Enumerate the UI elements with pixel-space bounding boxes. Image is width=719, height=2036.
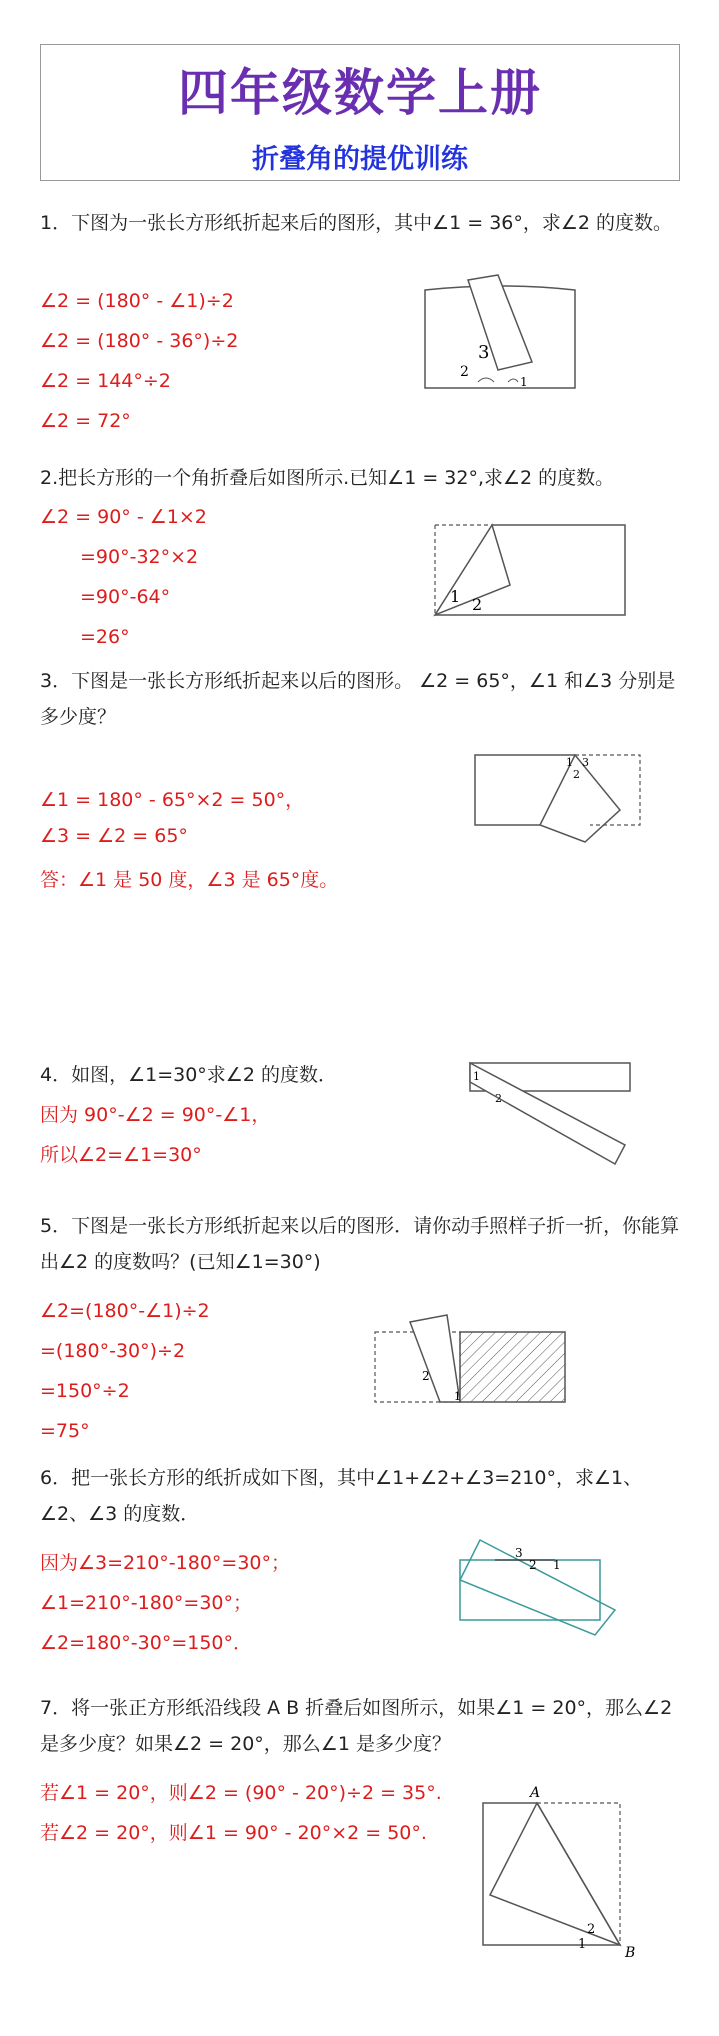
q5-answer-line-3: =150°÷2 <box>40 1380 130 1402</box>
question-7-text: 7．将一张正方形纸沿线段 A B 折叠后如图所示，如果∠1 = 20°，那么∠2 是多少度？如果∠2 = 20°，那么∠1 是多少度？ <box>40 1697 673 1755</box>
q2-label-2: 2 <box>472 595 483 614</box>
question-1-text: 1．下图为一张长方形纸折起来后的图形，其中∠1 = 36°，求∠2 的度数。 <box>40 212 673 234</box>
page-subtitle: 折叠角的提优训练 <box>252 144 468 175</box>
q5-answer-line-1: ∠2=(180°-∠1)÷2 <box>40 1300 210 1322</box>
q1-answer-line-2: ∠2 = (180° - 36°)÷2 <box>40 330 239 352</box>
q7-folded-square-figure <box>475 1785 645 1965</box>
q3-label-3: 3 <box>582 756 589 769</box>
question-3-text: 3．下图是一张长方形纸折起来以后的图形。 ∠2 = 65°，∠1 和∠3 分别是多少度？ <box>40 670 676 728</box>
page-title: 四年级数学上册 <box>178 64 542 122</box>
q7-answer-line-1: 若∠1 = 20°，则∠2 = (90° - 20°)÷2 = 35°. <box>40 1782 442 1804</box>
question-4-text: 4．如图，∠1=30°求∠2 的度数． <box>40 1064 337 1086</box>
q7-answer-line-2: 若∠2 = 20°，则∠1 = 90° - 20°×2 = 50°. <box>40 1822 427 1844</box>
q6-answer-line-1: 因为∠3=210°-180°=30°； <box>40 1552 291 1574</box>
q6-label-1: 1 <box>553 1558 561 1572</box>
q4-label-2: 2 <box>495 1092 502 1105</box>
q6-label-2: 2 <box>529 1558 537 1572</box>
q2-answer-line-2: =90°-32°×2 <box>80 546 199 568</box>
title-box <box>40 44 680 181</box>
q1-answer-line-4: ∠2 = 72° <box>40 410 131 432</box>
q1-answer-line-1: ∠2 = (180° - ∠1)÷2 <box>40 290 234 312</box>
q3-answer-line-1: ∠1 = 180° - 65°×2 = 50°， <box>40 789 305 811</box>
q1-label-3: 3 <box>478 342 490 363</box>
q5-label-2: 2 <box>422 1369 430 1383</box>
q3-label-2: 2 <box>573 768 580 781</box>
q4-label-1: 1 <box>473 1070 480 1083</box>
q5-folded-paper-figure <box>370 1310 570 1420</box>
q2-answer-line-4: =26° <box>80 626 130 648</box>
q1-label-1: 1 <box>520 375 528 389</box>
q3-answer-line-2: ∠3 = ∠2 = 65° <box>40 825 188 847</box>
q3-answer-line-3: 答：∠1 是 50 度，∠3 是 65°度。 <box>40 869 339 891</box>
question-5-text: 5．下图是一张长方形纸折起来以后的图形．请你动手照样子折一折，你能算出∠2 的度数吗？(已知∠1=30°) <box>40 1215 680 1273</box>
q3-label-1: 1 <box>566 756 573 769</box>
q7-label-B: B <box>625 1945 636 1961</box>
q7-label-1: 1 <box>578 1937 587 1952</box>
q1-folded-paper-figure <box>420 270 580 400</box>
q5-answer-line-2: =(180°-30°)÷2 <box>40 1340 186 1362</box>
q6-folded-paper-figure <box>455 1535 635 1640</box>
question-6-text: 6．把一张长方形的纸折成如下图，其中∠1+∠2+∠3=210°，求∠1、∠2、∠3 的度数． <box>40 1467 643 1525</box>
q5-label-1: 1 <box>454 1390 461 1403</box>
q2-answer-line-1: ∠2 = 90° - ∠1×2 <box>40 506 207 528</box>
q2-folded-corner-figure <box>430 520 630 620</box>
q4-answer-line-2: 所以∠2=∠1=30° <box>40 1144 202 1166</box>
q7-label-A: A <box>530 1785 541 1801</box>
question-2-text: 2.把长方形的一个角折叠后如图所示.已知∠1 = 32°,求∠2 的度数。 <box>40 467 615 489</box>
q1-label-2: 2 <box>460 364 469 380</box>
q2-label-1: 1 <box>450 587 461 606</box>
q7-label-2: 2 <box>587 1922 596 1937</box>
q5-answer-line-4: =75° <box>40 1420 90 1442</box>
q1-answer-line-3: ∠2 = 144°÷2 <box>40 370 171 392</box>
q6-answer-line-2: ∠1=210°-180°=30°； <box>40 1592 253 1614</box>
q6-label-3: 3 <box>515 1546 523 1560</box>
q4-folded-strip-figure <box>465 1060 635 1170</box>
q2-answer-line-3: =90°-64° <box>80 586 171 608</box>
q6-answer-line-3: ∠2=180°-30°=150°． <box>40 1632 253 1654</box>
q4-answer-line-1: 因为 90°-∠2 = 90°-∠1， <box>40 1104 271 1126</box>
q3-folded-paper-figure <box>470 750 650 850</box>
